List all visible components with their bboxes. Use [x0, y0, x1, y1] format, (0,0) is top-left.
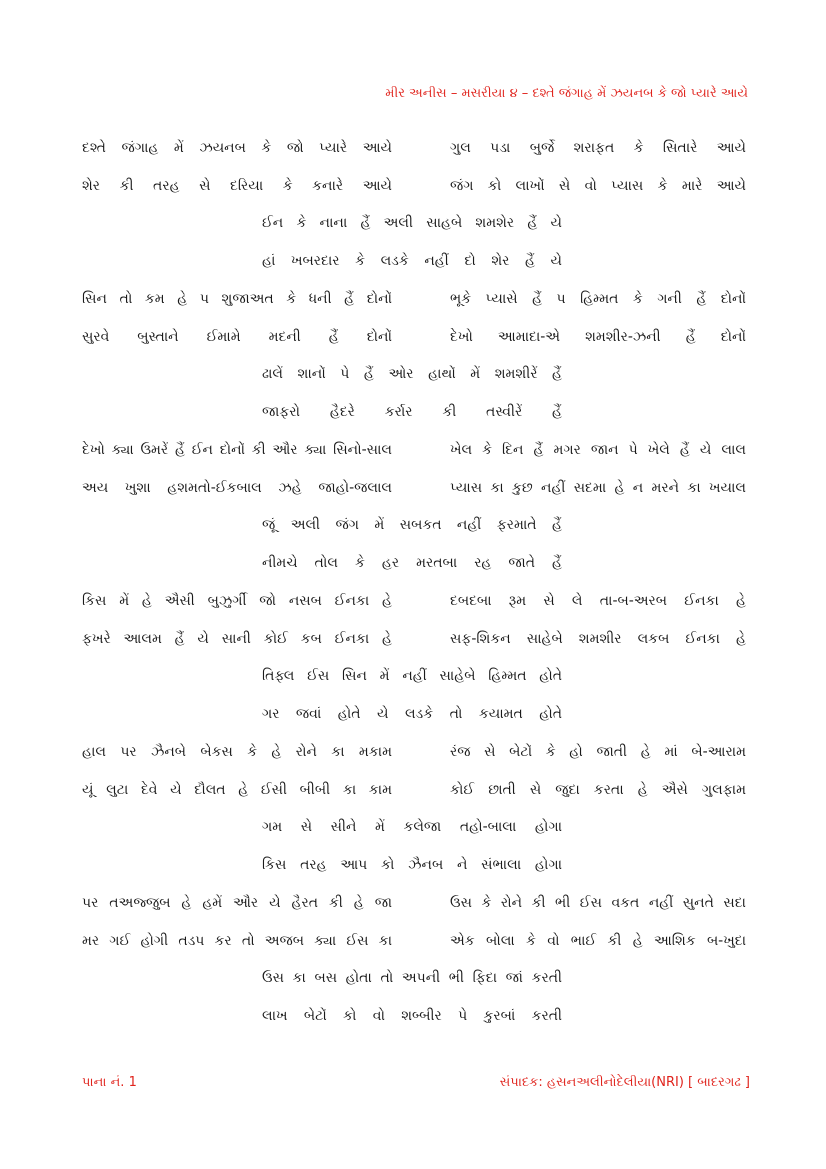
refrain-line: ઈન કે નાના હૈં અલી સાહબે શમશેર હૈં યે: [262, 215, 562, 231]
verse-line: મર ગઈ હોગી તડપ કર તો અજબ ક્યા ઈસ કા: [82, 933, 392, 949]
verse-line: સફ-શિકન સાહેબે શમશીર લકબ ઈનકા હે: [450, 631, 746, 647]
refrain-line: લાખ બેટોં કો વો શબ્બીર પે કુરબાં કરતી: [262, 1008, 562, 1024]
page-header: મીર અનીસ – મસરીયા ૪ – દશ્તે જંગાહ મેં ઝયનબ કે જો પ્યારે આયે: [385, 86, 748, 101]
verse-line: પ્યાસ કા કુછ નહીં સદમા હે ન મરને કા ખયાલ: [450, 480, 746, 496]
verse-line: યૂં લુટા દેવે યે દૌલત હે ઈસી બીબી કા કામ: [82, 782, 392, 798]
verse-line: અય ખુશા હશમતો-ઈકબાલ ઝહે જાહો-જલાલ: [82, 480, 392, 496]
refrain-line: ગમ સે સીને મેં કલેજા તહો-બાલા હોગા: [262, 819, 562, 835]
verse-line: કિસ મેં હે ઐસી બુઝુર્ગી જો નસબ ઈનકા હે: [82, 593, 392, 609]
verse-line: ભૂકે પ્યાસે હૈં પ હિમ્મત કે ગની હૈં દોનોં: [450, 291, 746, 307]
refrain-line: ઉસ કા બસ હોતા તો અપની ભી ફિદા જાં કરતી: [262, 970, 562, 986]
refrain-line: ગર જવાં હોતે યે લડકે તો કયામત હોતે: [262, 706, 562, 722]
verse-line: સુરવે બુસ્તાને ઈમામે મદની હૈં દોનોં: [82, 329, 392, 345]
verse-line: રંજ સે બેટોં કે હો જાતી હે માં બે-આરામ: [450, 744, 746, 760]
verse-line: હાલ પર ઝૈનબે બેકસ કે હે રોને કા મકામ: [82, 744, 392, 760]
refrain-line: નીમચે તોલ કે હર મરતબા રહ જાતે હૈં: [262, 555, 562, 571]
page-number: પાના નં. 1: [82, 1075, 137, 1090]
verse-line: દશ્તે જંગાહ મેં ઝયનબ કે જો પ્યારે આયે: [82, 140, 392, 156]
verse-line: દબદબા રૂમ સે લે તા-બ-અરબ ઈનકા હે: [450, 593, 746, 609]
refrain-line: તિફ્લ ઈસ સિન મેં નહીં સાહેબે હિમ્મત હોતે: [262, 668, 562, 684]
refrain-line: ઢાલેં શાનોં પે હૈં ઓર હાથોં મેં શમશીરેં હૈં: [262, 366, 562, 382]
verse-line: એક બોલા કે વો ભાઈ કી હે આશિક બ-ખુદા: [450, 933, 746, 949]
verse-line: શેર કી તરહ સે દરિયા કે કનારે આયે: [82, 178, 392, 194]
verse-line: કોઈ છાતી સે જુદા કરતા હે ઐસે ગુલફામ: [450, 782, 746, 798]
verse-line: જંગ કો લાખોં સે વો પ્યાસ કે મારે આયે: [450, 178, 746, 194]
editor-credit: સંપાદક: હસનઅલીનોદેલીયા(NRI) [ બાદરગઢ ]: [499, 1075, 750, 1090]
refrain-line: જાફરો હૈદરે કર્રાર કી તસ્વીરેં હૈં: [262, 404, 562, 420]
refrain-line: કિસ તરહ આપ કો ઝૈનબ ને સંભાલા હોગા: [262, 857, 562, 873]
verse-line: દેખો ક્યા ઉમરેં હૈં ઈન દોનોં કી ઔર ક્યા સિનો-સાલ: [82, 442, 392, 458]
refrain-line: હાં ખબરદાર કે લડકે નહીં દો શેર હૈં યે: [262, 253, 562, 269]
verse-line: ખેલ કે દિન હૈં મગર જાન પે ખેલે હૈં યે લાલ: [450, 442, 746, 458]
verse-line: ઉસ કે રોને કી ભી ઈસ વકત નહીં સુનતે સદા: [450, 895, 746, 911]
verse-line: દેખો આમાદા-એ શમશીર-ઝની હૈં દોનોં: [450, 329, 746, 345]
verse-line: ગુલ પડા બુર્જે શરાફત કે સિતારે આયે: [450, 140, 746, 156]
refrain-line: જૂં અલી જંગ મેં સબકત નહીં ફરમાતે હૈં: [262, 517, 562, 533]
verse-line: સિન તો કમ હે પ શુજાઅત કે ધની હૈં દોનોં: [82, 291, 392, 307]
verse-line: પર તઅજ્જુબ હે હમેં ઔર યે હૈરત કી હે જા: [82, 895, 392, 911]
verse-line: ફખરે આલમ હૈં યે સાની કોઈ કબ ઈનકા હે: [82, 631, 392, 647]
